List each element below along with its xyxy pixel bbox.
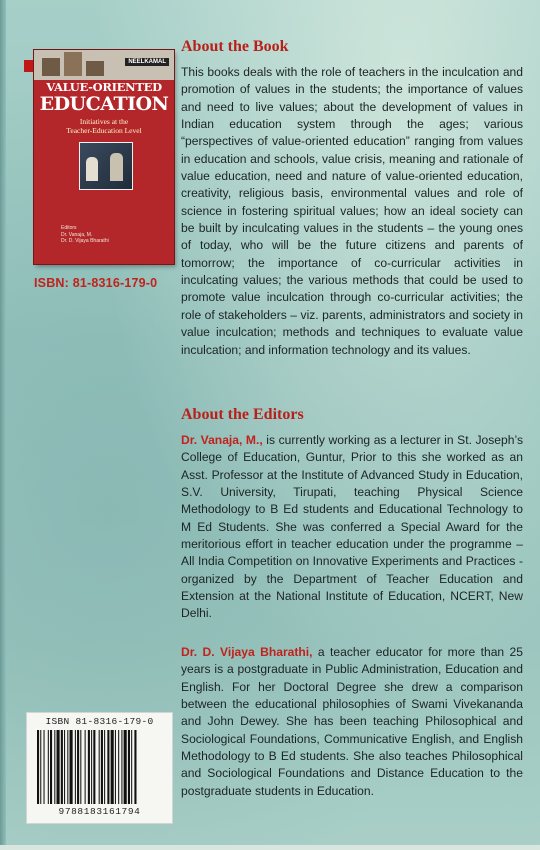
about-editors-heading: About the Editors: [181, 406, 304, 423]
cover-editor1: Dr. Vanaja, M.: [61, 231, 93, 238]
book-cover-thumbnail: [34, 50, 174, 264]
barcode-bars: [37, 730, 163, 804]
cover-subtitle: [34, 117, 174, 135]
cover-publisher: NEELKAMAL: [125, 58, 169, 66]
isbn-label: ISBN: 81-8316-179-0: [34, 276, 158, 290]
cover-title-line2: EDUCATION: [39, 93, 169, 115]
editor1-text: is currently working as a lecturer in St. Joseph’s College of Education, Guntur, Prior to this she worked as an Asst. Professor at the Institute of Advanced Study in Education, S.V. University, Tirupati, teaching Physical Science Methodology to B Ed students and Educational Technology to M Ed Students. She was conferred a Special Award for the meritorious effort in teacher education under the programme –All India Competition on Innovative Experiments and Practices - organized by the Department of Teacher Education and Extension at the National Institute of Education, NCERT, New Delhi.: [181, 433, 523, 621]
barcode-sticker: [27, 713, 172, 823]
about-book-text: This books deals with the role of teachers in the inculcation and promotion of values in the students; the importance of values and need to live values; about the development of values in Indian education system through the ages; various “perspectives of value-oriented education” ranging from values in education and schools, value crisis, meaning and rationale of value education, need and nature of value-oriented education, creativity, religious basis, environmental values and role of science in fostering spiritual values; how an ideal society can be built by inculcating values in the students – the young ones of today, who will be the future citizens and parents of tomorrow; the importance of co-curricular activities in inculcating values; the various methods that could be used to promote value inculcation through co-curricular activities; the role of stakeholders – viz. parents, administrators and society in value inculcation; methods and techniques to evaluate value inculcation; and information technology and its values.: [181, 65, 523, 357]
editor2-bio: [181, 644, 523, 800]
about-book-heading: About the Book: [181, 38, 289, 55]
cover-building-photo: [34, 50, 174, 80]
cover-bottom-edge: [0, 845, 540, 850]
cover-photo-teachers: [79, 142, 133, 190]
publisher-logo-icon: [24, 60, 33, 72]
cover-left-edge: [0, 0, 6, 850]
editor2-name: Dr. D. Vijaya Bharathi,: [181, 645, 313, 659]
editor2-text: a teacher educator for more than 25 years is a postgraduate in Public Administration, Education and English. For her Doctoral Degree she drew a comparison between the educational philosophies of Swami Vivekananda and John Dewey. She has been teaching Philosophical and Sociological Foundations, Communicative English, and English Methodology to B Ed students. She also teaches Philosophical and Sociological Foundations and Distance Education to the postgraduate students in Education.: [181, 645, 523, 798]
editor1-name: Dr. Vanaja, M.,: [181, 433, 263, 447]
barcode-isbn-text: ISBN 81-8316-179-0: [45, 716, 154, 727]
barcode-number: 9788183161794: [58, 806, 141, 817]
cover-subtitle-line1: Initiatives at the: [79, 117, 129, 126]
cover-title-line1: VALUE-ORIENTED: [46, 80, 162, 94]
editor1-bio: [181, 432, 523, 623]
cover-editor2: Dr. D. Vijaya Bharathi: [61, 238, 109, 244]
cover-subtitle-line2: Teacher-Education Level: [66, 126, 142, 135]
cover-editors-label: Editors: [61, 225, 77, 231]
cover-editors: [61, 225, 171, 245]
